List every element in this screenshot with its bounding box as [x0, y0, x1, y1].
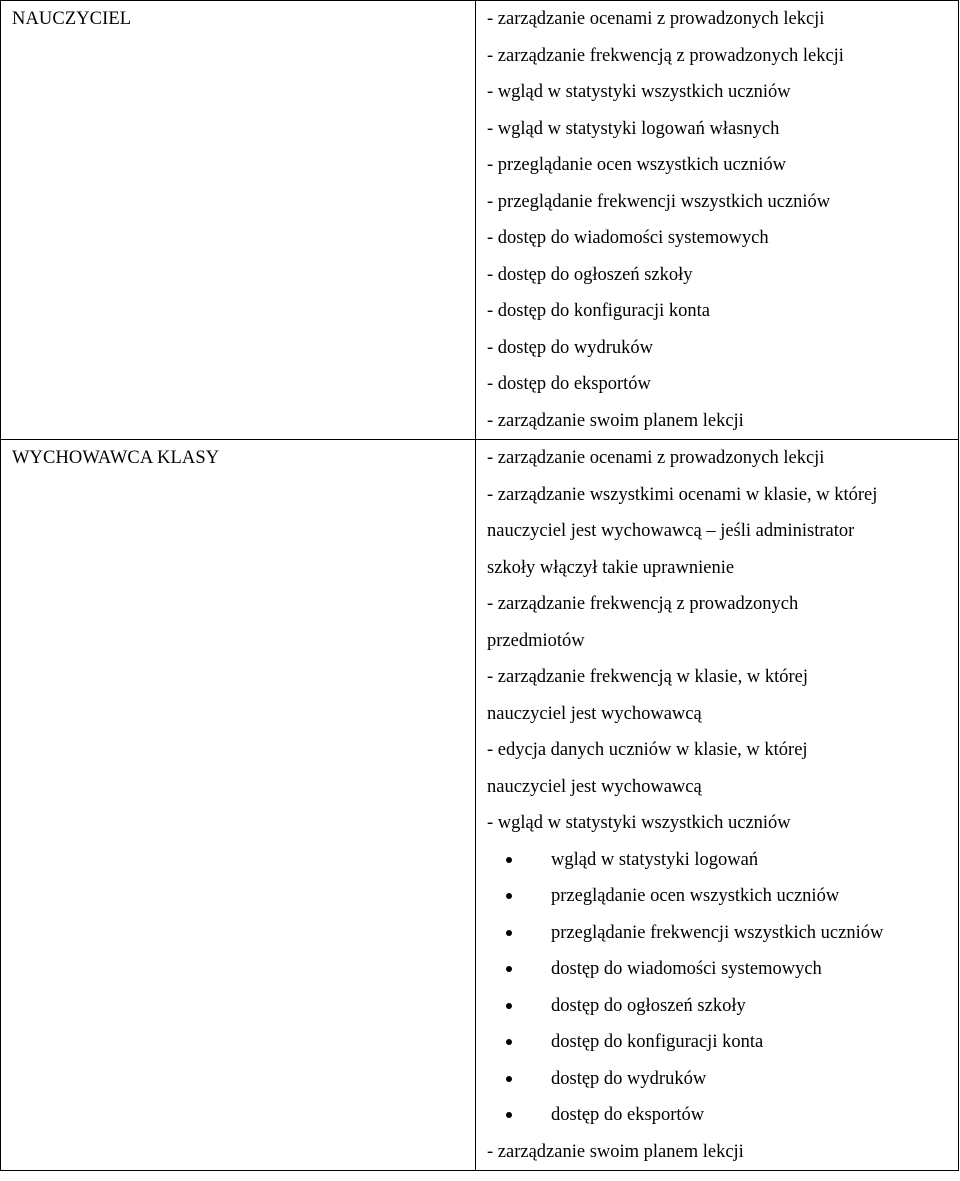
bullet-text: wgląd w statystyki logowań — [551, 849, 759, 870]
bullet-item — [476, 878, 958, 915]
permission-line: - przeglądanie ocen wszystkich uczniów — [487, 155, 786, 175]
bullet-icon — [506, 1112, 512, 1118]
role-cell — [1, 1, 476, 440]
permission-line: nauczyciel jest wychowawcą – jeśli administrator — [487, 521, 855, 541]
bullet-text: dostęp do wiadomości systemowych — [551, 959, 822, 979]
permission-line: - zarządzanie swoim planem lekcji — [487, 1141, 744, 1162]
bullet-icon — [506, 966, 512, 972]
bullet-item — [476, 988, 958, 1025]
permission-line: - dostęp do wiadomości systemowych — [487, 228, 769, 248]
permissions-cell — [476, 1, 959, 440]
bullet-icon — [506, 1039, 512, 1045]
permission-line: szkoły włączył takie uprawnienie — [487, 557, 735, 578]
permission-line: - zarządzanie swoim planem lekcji — [487, 410, 744, 431]
permission-line: - dostęp do eksportów — [487, 374, 651, 394]
permission-line: - zarządzanie frekwencją w klasie, w której — [487, 667, 809, 687]
permission-line: - wgląd w statystyki wszystkich uczniów — [487, 82, 791, 102]
bullet-text: dostęp do wydruków — [551, 1068, 707, 1089]
permission-line: - zarządzanie frekwencją z prowadzonych lekcji — [487, 45, 844, 66]
bullet-text: przeglądanie frekwencji wszystkich uczniów — [551, 922, 884, 943]
permission-line: przedmiotów — [487, 630, 585, 651]
permission-line: - edycja danych uczniów w klasie, w której — [487, 740, 808, 760]
permission-line: nauczyciel jest wychowawcą — [487, 776, 702, 797]
permission-line: - zarządzanie ocenami z prowadzonych lekcji — [487, 9, 825, 29]
bullet-item — [476, 1024, 958, 1061]
table-row-class-tutor — [1, 440, 959, 1171]
bullet-item — [476, 842, 958, 879]
role-label: NAUCZYCIEL — [12, 9, 132, 29]
bullet-text: dostęp do eksportów — [551, 1105, 705, 1125]
bullet-item — [476, 1061, 958, 1098]
bullet-item — [476, 915, 958, 952]
permission-line: - zarządzanie wszystkimi ocenami w klasie, w której — [487, 484, 878, 505]
bullet-item — [476, 1097, 958, 1134]
bullet-icon — [506, 893, 512, 899]
table-row-teacher — [1, 1, 959, 440]
bullet-text: dostęp do ogłoszeń szkoły — [551, 995, 746, 1016]
permission-line: - zarządzanie frekwencją z prowadzonych — [487, 594, 799, 614]
role-label: WYCHOWAWCA KLASY — [12, 448, 220, 468]
bullet-icon — [506, 930, 512, 936]
permission-line: - dostęp do wydruków — [487, 337, 653, 358]
bullet-icon — [506, 857, 512, 863]
bullet-icon — [506, 1076, 512, 1082]
bullet-icon — [506, 1003, 512, 1009]
permission-line: - zarządzanie ocenami z prowadzonych lekcji — [487, 448, 825, 468]
permission-line: - wgląd w statystyki logowań własnych — [487, 118, 780, 139]
permission-line: - dostęp do konfiguracji konta — [487, 301, 710, 321]
permission-line: - dostęp do ogłoszeń szkoły — [487, 264, 693, 285]
permission-line: nauczyciel jest wychowawcą — [487, 703, 702, 724]
permissions-cell — [476, 440, 959, 1171]
bullet-text: przeglądanie ocen wszystkich uczniów — [551, 886, 840, 906]
permission-line: - przeglądanie frekwencji wszystkich uczniów — [487, 191, 831, 212]
permission-line: - wgląd w statystyki wszystkich uczniów — [487, 813, 791, 833]
role-cell — [1, 440, 476, 1171]
bullet-item — [476, 951, 958, 988]
bullet-text: dostęp do konfiguracji konta — [551, 1032, 764, 1052]
